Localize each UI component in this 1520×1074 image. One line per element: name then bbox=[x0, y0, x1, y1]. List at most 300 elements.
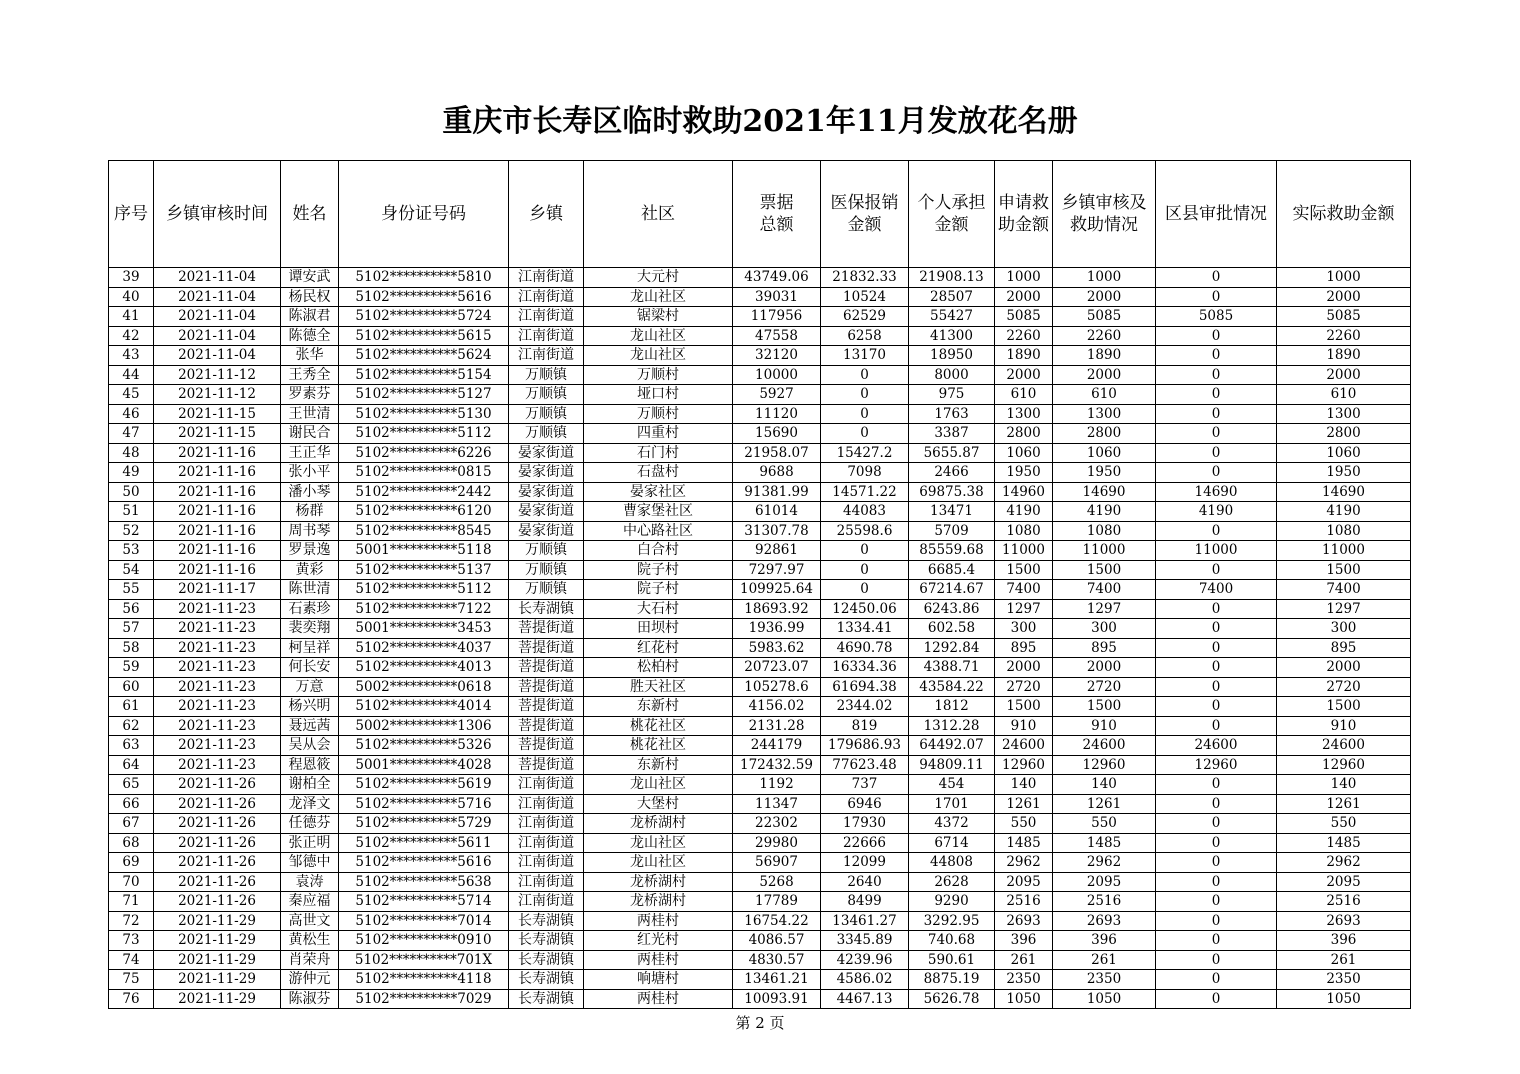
cell-community: 胜天社区 bbox=[584, 677, 733, 697]
cell-seq: 53 bbox=[109, 541, 154, 561]
cell-personal: 5626.78 bbox=[909, 989, 995, 1009]
cell-actual-amount: 1500 bbox=[1277, 560, 1411, 580]
cell-receipt-total: 92861 bbox=[733, 541, 821, 561]
cell-applied: 12960 bbox=[995, 755, 1053, 775]
cell-town-review: 1950 bbox=[1053, 463, 1156, 483]
cell-personal: 43584.22 bbox=[909, 677, 995, 697]
cell-id-number: 5102**********5624 bbox=[339, 346, 509, 366]
cell-actual-amount: 7400 bbox=[1277, 580, 1411, 600]
cell-applied: 1000 bbox=[995, 268, 1053, 288]
cell-actual-amount: 11000 bbox=[1277, 541, 1411, 561]
cell-county-approval: 0 bbox=[1156, 911, 1277, 931]
cell-county-approval: 0 bbox=[1156, 619, 1277, 639]
cell-name: 黄松生 bbox=[281, 931, 339, 951]
cell-review-date: 2021-11-04 bbox=[154, 287, 281, 307]
cell-community: 锯梁村 bbox=[584, 307, 733, 327]
cell-applied: 1890 bbox=[995, 346, 1053, 366]
cell-receipt-total: 9688 bbox=[733, 463, 821, 483]
cell-personal: 2628 bbox=[909, 872, 995, 892]
table-row bbox=[109, 911, 1411, 931]
cell-name: 高世文 bbox=[281, 911, 339, 931]
cell-applied: 2095 bbox=[995, 872, 1053, 892]
cell-name: 陈德全 bbox=[281, 326, 339, 346]
cell-seq: 66 bbox=[109, 794, 154, 814]
cell-community: 龙山社区 bbox=[584, 833, 733, 853]
cell-community: 万顺村 bbox=[584, 404, 733, 424]
cell-county-approval: 0 bbox=[1156, 346, 1277, 366]
cell-town-review: 1060 bbox=[1053, 443, 1156, 463]
cell-actual-amount: 1060 bbox=[1277, 443, 1411, 463]
cell-actual-amount: 1080 bbox=[1277, 521, 1411, 541]
cell-applied: 14960 bbox=[995, 482, 1053, 502]
cell-town: 长寿湖镇 bbox=[509, 911, 584, 931]
cell-personal: 18950 bbox=[909, 346, 995, 366]
cell-seq: 57 bbox=[109, 619, 154, 639]
cell-town: 菩提街道 bbox=[509, 619, 584, 639]
cell-id-number: 5102**********5112 bbox=[339, 424, 509, 444]
cell-review-date: 2021-11-26 bbox=[154, 794, 281, 814]
cell-review-date: 2021-11-26 bbox=[154, 892, 281, 912]
cell-personal: 41300 bbox=[909, 326, 995, 346]
header-town: 乡镇 bbox=[509, 161, 584, 268]
cell-receipt-total: 1192 bbox=[733, 775, 821, 795]
table-row bbox=[109, 463, 1411, 483]
cell-town: 江南街道 bbox=[509, 326, 584, 346]
cell-applied: 261 bbox=[995, 950, 1053, 970]
cell-town-review: 2000 bbox=[1053, 658, 1156, 678]
cell-town: 长寿湖镇 bbox=[509, 970, 584, 990]
cell-town: 江南街道 bbox=[509, 287, 584, 307]
cell-actual-amount: 5085 bbox=[1277, 307, 1411, 327]
cell-insurance: 15427.2 bbox=[821, 443, 909, 463]
cell-county-approval: 0 bbox=[1156, 716, 1277, 736]
cell-insurance: 0 bbox=[821, 580, 909, 600]
cell-insurance: 10524 bbox=[821, 287, 909, 307]
cell-county-approval: 0 bbox=[1156, 794, 1277, 814]
cell-actual-amount: 396 bbox=[1277, 931, 1411, 951]
cell-community: 院子村 bbox=[584, 560, 733, 580]
cell-personal: 21908.13 bbox=[909, 268, 995, 288]
cell-review-date: 2021-11-26 bbox=[154, 833, 281, 853]
cell-county-approval: 0 bbox=[1156, 404, 1277, 424]
cell-county-approval: 0 bbox=[1156, 989, 1277, 1009]
cell-name: 陈世清 bbox=[281, 580, 339, 600]
cell-id-number: 5102**********0910 bbox=[339, 931, 509, 951]
cell-name: 龙泽文 bbox=[281, 794, 339, 814]
cell-insurance: 7098 bbox=[821, 463, 909, 483]
cell-personal: 67214.67 bbox=[909, 580, 995, 600]
table-row bbox=[109, 599, 1411, 619]
cell-receipt-total: 11347 bbox=[733, 794, 821, 814]
cell-receipt-total: 4830.57 bbox=[733, 950, 821, 970]
header-community: 社区 bbox=[584, 161, 733, 268]
cell-receipt-total: 20723.07 bbox=[733, 658, 821, 678]
cell-review-date: 2021-11-29 bbox=[154, 950, 281, 970]
cell-actual-amount: 12960 bbox=[1277, 755, 1411, 775]
table-body bbox=[109, 268, 1411, 1009]
cell-town: 晏家街道 bbox=[509, 482, 584, 502]
cell-applied: 895 bbox=[995, 638, 1053, 658]
cell-town-review: 396 bbox=[1053, 931, 1156, 951]
cell-applied: 2000 bbox=[995, 658, 1053, 678]
cell-town-review: 1500 bbox=[1053, 560, 1156, 580]
cell-actual-amount: 1297 bbox=[1277, 599, 1411, 619]
cell-town-review: 895 bbox=[1053, 638, 1156, 658]
header-county-approval: 区县审批情况 bbox=[1156, 161, 1277, 268]
cell-applied: 1060 bbox=[995, 443, 1053, 463]
cell-id-number: 5002**********0618 bbox=[339, 677, 509, 697]
cell-name: 万意 bbox=[281, 677, 339, 697]
cell-name: 谢民合 bbox=[281, 424, 339, 444]
cell-town: 万顺镇 bbox=[509, 385, 584, 405]
cell-seq: 40 bbox=[109, 287, 154, 307]
cell-applied: 610 bbox=[995, 385, 1053, 405]
cell-actual-amount: 550 bbox=[1277, 814, 1411, 834]
cell-personal: 44808 bbox=[909, 853, 995, 873]
cell-county-approval: 0 bbox=[1156, 658, 1277, 678]
cell-county-approval: 5085 bbox=[1156, 307, 1277, 327]
cell-id-number: 5102**********0815 bbox=[339, 463, 509, 483]
cell-county-approval: 0 bbox=[1156, 872, 1277, 892]
cell-town-review: 2095 bbox=[1053, 872, 1156, 892]
cell-review-date: 2021-11-15 bbox=[154, 424, 281, 444]
cell-seq: 62 bbox=[109, 716, 154, 736]
cell-community: 龙山社区 bbox=[584, 775, 733, 795]
cell-name: 裴奕翔 bbox=[281, 619, 339, 639]
table-row bbox=[109, 346, 1411, 366]
cell-personal: 3387 bbox=[909, 424, 995, 444]
cell-receipt-total: 43749.06 bbox=[733, 268, 821, 288]
cell-name: 王秀全 bbox=[281, 365, 339, 385]
cell-seq: 52 bbox=[109, 521, 154, 541]
cell-county-approval: 0 bbox=[1156, 638, 1277, 658]
cell-seq: 41 bbox=[109, 307, 154, 327]
table-row bbox=[109, 755, 1411, 775]
cell-county-approval: 0 bbox=[1156, 892, 1277, 912]
cell-town: 江南街道 bbox=[509, 872, 584, 892]
cell-review-date: 2021-11-16 bbox=[154, 541, 281, 561]
cell-id-number: 5102**********7122 bbox=[339, 599, 509, 619]
cell-county-approval: 0 bbox=[1156, 443, 1277, 463]
cell-name: 杨兴明 bbox=[281, 697, 339, 717]
cell-review-date: 2021-11-16 bbox=[154, 463, 281, 483]
cell-actual-amount: 14690 bbox=[1277, 482, 1411, 502]
cell-seq: 70 bbox=[109, 872, 154, 892]
cell-county-approval: 24600 bbox=[1156, 736, 1277, 756]
table-row bbox=[109, 833, 1411, 853]
cell-insurance: 13170 bbox=[821, 346, 909, 366]
cell-town: 江南街道 bbox=[509, 892, 584, 912]
cell-county-approval: 0 bbox=[1156, 365, 1277, 385]
cell-town: 江南街道 bbox=[509, 307, 584, 327]
cell-review-date: 2021-11-26 bbox=[154, 853, 281, 873]
table-row bbox=[109, 658, 1411, 678]
cell-name: 谢柏全 bbox=[281, 775, 339, 795]
cell-applied: 4190 bbox=[995, 502, 1053, 522]
cell-town: 菩提街道 bbox=[509, 716, 584, 736]
cell-review-date: 2021-11-26 bbox=[154, 814, 281, 834]
cell-county-approval: 0 bbox=[1156, 560, 1277, 580]
cell-id-number: 5102**********701X bbox=[339, 950, 509, 970]
cell-insurance: 3345.89 bbox=[821, 931, 909, 951]
cell-applied: 1500 bbox=[995, 697, 1053, 717]
cell-actual-amount: 2000 bbox=[1277, 658, 1411, 678]
cell-review-date: 2021-11-16 bbox=[154, 560, 281, 580]
cell-personal: 602.58 bbox=[909, 619, 995, 639]
cell-insurance: 6946 bbox=[821, 794, 909, 814]
cell-id-number: 5102**********5619 bbox=[339, 775, 509, 795]
table-row bbox=[109, 872, 1411, 892]
cell-insurance: 17930 bbox=[821, 814, 909, 834]
cell-name: 张小平 bbox=[281, 463, 339, 483]
cell-personal: 1292.84 bbox=[909, 638, 995, 658]
cell-seq: 67 bbox=[109, 814, 154, 834]
cell-county-approval: 0 bbox=[1156, 931, 1277, 951]
cell-personal: 6243.86 bbox=[909, 599, 995, 619]
cell-insurance: 0 bbox=[821, 385, 909, 405]
table-row bbox=[109, 931, 1411, 951]
cell-insurance: 62529 bbox=[821, 307, 909, 327]
cell-id-number: 5002**********1306 bbox=[339, 716, 509, 736]
cell-county-approval: 0 bbox=[1156, 463, 1277, 483]
cell-town-review: 610 bbox=[1053, 385, 1156, 405]
cell-personal: 13471 bbox=[909, 502, 995, 522]
table-row bbox=[109, 404, 1411, 424]
cell-receipt-total: 32120 bbox=[733, 346, 821, 366]
cell-county-approval: 0 bbox=[1156, 775, 1277, 795]
cell-actual-amount: 1050 bbox=[1277, 989, 1411, 1009]
cell-personal: 1701 bbox=[909, 794, 995, 814]
table-row bbox=[109, 989, 1411, 1009]
cell-community: 桃花社区 bbox=[584, 716, 733, 736]
cell-receipt-total: 5983.62 bbox=[733, 638, 821, 658]
cell-town-review: 1080 bbox=[1053, 521, 1156, 541]
cell-town-review: 2962 bbox=[1053, 853, 1156, 873]
cell-receipt-total: 17789 bbox=[733, 892, 821, 912]
cell-id-number: 5001**********3453 bbox=[339, 619, 509, 639]
cell-id-number: 5102**********5729 bbox=[339, 814, 509, 834]
cell-personal: 1812 bbox=[909, 697, 995, 717]
table-row bbox=[109, 326, 1411, 346]
cell-receipt-total: 31307.78 bbox=[733, 521, 821, 541]
cell-name: 杨群 bbox=[281, 502, 339, 522]
cell-receipt-total: 11120 bbox=[733, 404, 821, 424]
cell-seq: 72 bbox=[109, 911, 154, 931]
cell-review-date: 2021-11-12 bbox=[154, 365, 281, 385]
cell-actual-amount: 140 bbox=[1277, 775, 1411, 795]
cell-actual-amount: 895 bbox=[1277, 638, 1411, 658]
cell-town-review: 2720 bbox=[1053, 677, 1156, 697]
cell-town: 菩提街道 bbox=[509, 755, 584, 775]
cell-review-date: 2021-11-16 bbox=[154, 443, 281, 463]
cell-seq: 42 bbox=[109, 326, 154, 346]
cell-personal: 4388.71 bbox=[909, 658, 995, 678]
cell-community: 白合村 bbox=[584, 541, 733, 561]
cell-actual-amount: 300 bbox=[1277, 619, 1411, 639]
cell-seq: 58 bbox=[109, 638, 154, 658]
cell-town-review: 1000 bbox=[1053, 268, 1156, 288]
cell-personal: 454 bbox=[909, 775, 995, 795]
cell-town-review: 2350 bbox=[1053, 970, 1156, 990]
cell-community: 曹家堡社区 bbox=[584, 502, 733, 522]
cell-seq: 63 bbox=[109, 736, 154, 756]
cell-receipt-total: 5268 bbox=[733, 872, 821, 892]
cell-county-approval: 4190 bbox=[1156, 502, 1277, 522]
cell-receipt-total: 18693.92 bbox=[733, 599, 821, 619]
cell-name: 王正华 bbox=[281, 443, 339, 463]
cell-town-review: 11000 bbox=[1053, 541, 1156, 561]
table-row bbox=[109, 619, 1411, 639]
cell-receipt-total: 13461.21 bbox=[733, 970, 821, 990]
cell-actual-amount: 2720 bbox=[1277, 677, 1411, 697]
cell-name: 秦应福 bbox=[281, 892, 339, 912]
cell-county-approval: 0 bbox=[1156, 853, 1277, 873]
page-title: 重庆市长寿区临时救助2021年11月发放花名册 bbox=[442, 104, 1078, 139]
table-row bbox=[109, 697, 1411, 717]
table-row bbox=[109, 521, 1411, 541]
cell-town-review: 1890 bbox=[1053, 346, 1156, 366]
cell-community: 石盘村 bbox=[584, 463, 733, 483]
cell-receipt-total: 4156.02 bbox=[733, 697, 821, 717]
cell-receipt-total: 4086.57 bbox=[733, 931, 821, 951]
cell-applied: 2720 bbox=[995, 677, 1053, 697]
table-row bbox=[109, 560, 1411, 580]
cell-town: 万顺镇 bbox=[509, 404, 584, 424]
cell-county-approval: 0 bbox=[1156, 697, 1277, 717]
table-row bbox=[109, 541, 1411, 561]
cell-insurance: 0 bbox=[821, 424, 909, 444]
cell-county-approval: 0 bbox=[1156, 677, 1277, 697]
cell-receipt-total: 15690 bbox=[733, 424, 821, 444]
cell-county-approval: 0 bbox=[1156, 833, 1277, 853]
cell-community: 红光村 bbox=[584, 931, 733, 951]
cell-insurance: 25598.6 bbox=[821, 521, 909, 541]
cell-receipt-total: 91381.99 bbox=[733, 482, 821, 502]
table-row bbox=[109, 268, 1411, 288]
cell-community: 垭口村 bbox=[584, 385, 733, 405]
cell-name: 游仲元 bbox=[281, 970, 339, 990]
cell-receipt-total: 22302 bbox=[733, 814, 821, 834]
cell-county-approval: 0 bbox=[1156, 287, 1277, 307]
cell-actual-amount: 610 bbox=[1277, 385, 1411, 405]
cell-applied: 2693 bbox=[995, 911, 1053, 931]
cell-applied: 2516 bbox=[995, 892, 1053, 912]
cell-actual-amount: 1500 bbox=[1277, 697, 1411, 717]
cell-insurance: 4467.13 bbox=[821, 989, 909, 1009]
cell-review-date: 2021-11-16 bbox=[154, 482, 281, 502]
cell-insurance: 13461.27 bbox=[821, 911, 909, 931]
cell-insurance: 4690.78 bbox=[821, 638, 909, 658]
cell-id-number: 5102**********6120 bbox=[339, 502, 509, 522]
cell-seq: 59 bbox=[109, 658, 154, 678]
cell-town: 江南街道 bbox=[509, 814, 584, 834]
cell-review-date: 2021-11-23 bbox=[154, 658, 281, 678]
cell-county-approval: 0 bbox=[1156, 599, 1277, 619]
cell-actual-amount: 2000 bbox=[1277, 287, 1411, 307]
cell-review-date: 2021-11-23 bbox=[154, 599, 281, 619]
cell-seq: 73 bbox=[109, 931, 154, 951]
cell-town: 江南街道 bbox=[509, 775, 584, 795]
cell-id-number: 5102**********5810 bbox=[339, 268, 509, 288]
cell-review-date: 2021-11-23 bbox=[154, 619, 281, 639]
cell-receipt-total: 61014 bbox=[733, 502, 821, 522]
cell-applied: 2962 bbox=[995, 853, 1053, 873]
relief-roster-table bbox=[108, 160, 1411, 1009]
cell-personal: 2466 bbox=[909, 463, 995, 483]
cell-community: 两桂村 bbox=[584, 950, 733, 970]
cell-seq: 50 bbox=[109, 482, 154, 502]
cell-actual-amount: 2516 bbox=[1277, 892, 1411, 912]
cell-actual-amount: 1890 bbox=[1277, 346, 1411, 366]
header-actual-amount: 实际救助金额 bbox=[1277, 161, 1411, 268]
cell-town-review: 2693 bbox=[1053, 911, 1156, 931]
cell-town-review: 1050 bbox=[1053, 989, 1156, 1009]
cell-name: 周书琴 bbox=[281, 521, 339, 541]
cell-personal: 64492.07 bbox=[909, 736, 995, 756]
cell-receipt-total: 1936.99 bbox=[733, 619, 821, 639]
cell-seq: 49 bbox=[109, 463, 154, 483]
cell-name: 罗素芬 bbox=[281, 385, 339, 405]
cell-actual-amount: 2962 bbox=[1277, 853, 1411, 873]
cell-community: 田坝村 bbox=[584, 619, 733, 639]
cell-name: 谭安武 bbox=[281, 268, 339, 288]
cell-town: 万顺镇 bbox=[509, 580, 584, 600]
cell-name: 张正明 bbox=[281, 833, 339, 853]
cell-applied: 1485 bbox=[995, 833, 1053, 853]
cell-actual-amount: 1300 bbox=[1277, 404, 1411, 424]
cell-personal: 8000 bbox=[909, 365, 995, 385]
cell-id-number: 5001**********4028 bbox=[339, 755, 509, 775]
cell-applied: 11000 bbox=[995, 541, 1053, 561]
header-receipt-total: 票据 总额 bbox=[733, 161, 821, 268]
cell-actual-amount: 2095 bbox=[1277, 872, 1411, 892]
cell-name: 袁涛 bbox=[281, 872, 339, 892]
cell-town: 晏家街道 bbox=[509, 502, 584, 522]
cell-actual-amount: 2693 bbox=[1277, 911, 1411, 931]
cell-personal: 5709 bbox=[909, 521, 995, 541]
cell-review-date: 2021-11-29 bbox=[154, 970, 281, 990]
cell-town: 菩提街道 bbox=[509, 638, 584, 658]
cell-insurance: 2344.02 bbox=[821, 697, 909, 717]
cell-personal: 69875.38 bbox=[909, 482, 995, 502]
cell-applied: 300 bbox=[995, 619, 1053, 639]
cell-id-number: 5102**********4013 bbox=[339, 658, 509, 678]
cell-community: 中心路社区 bbox=[584, 521, 733, 541]
cell-applied: 7400 bbox=[995, 580, 1053, 600]
cell-community: 大元村 bbox=[584, 268, 733, 288]
cell-insurance: 0 bbox=[821, 365, 909, 385]
cell-review-date: 2021-11-23 bbox=[154, 736, 281, 756]
cell-town: 长寿湖镇 bbox=[509, 931, 584, 951]
cell-review-date: 2021-11-23 bbox=[154, 716, 281, 736]
cell-applied: 396 bbox=[995, 931, 1053, 951]
cell-applied: 2000 bbox=[995, 365, 1053, 385]
cell-receipt-total: 16754.22 bbox=[733, 911, 821, 931]
cell-receipt-total: 39031 bbox=[733, 287, 821, 307]
header-review-date: 乡镇审核时间 bbox=[154, 161, 281, 268]
cell-insurance: 22666 bbox=[821, 833, 909, 853]
cell-id-number: 5102**********5137 bbox=[339, 560, 509, 580]
cell-town: 万顺镇 bbox=[509, 424, 584, 444]
cell-county-approval: 0 bbox=[1156, 424, 1277, 444]
table-row bbox=[109, 443, 1411, 463]
cell-town: 长寿湖镇 bbox=[509, 950, 584, 970]
cell-receipt-total: 105278.6 bbox=[733, 677, 821, 697]
header-id-number: 身份证号码 bbox=[339, 161, 509, 268]
cell-insurance: 16334.36 bbox=[821, 658, 909, 678]
cell-town-review: 1300 bbox=[1053, 404, 1156, 424]
cell-community: 龙桥湖村 bbox=[584, 872, 733, 892]
